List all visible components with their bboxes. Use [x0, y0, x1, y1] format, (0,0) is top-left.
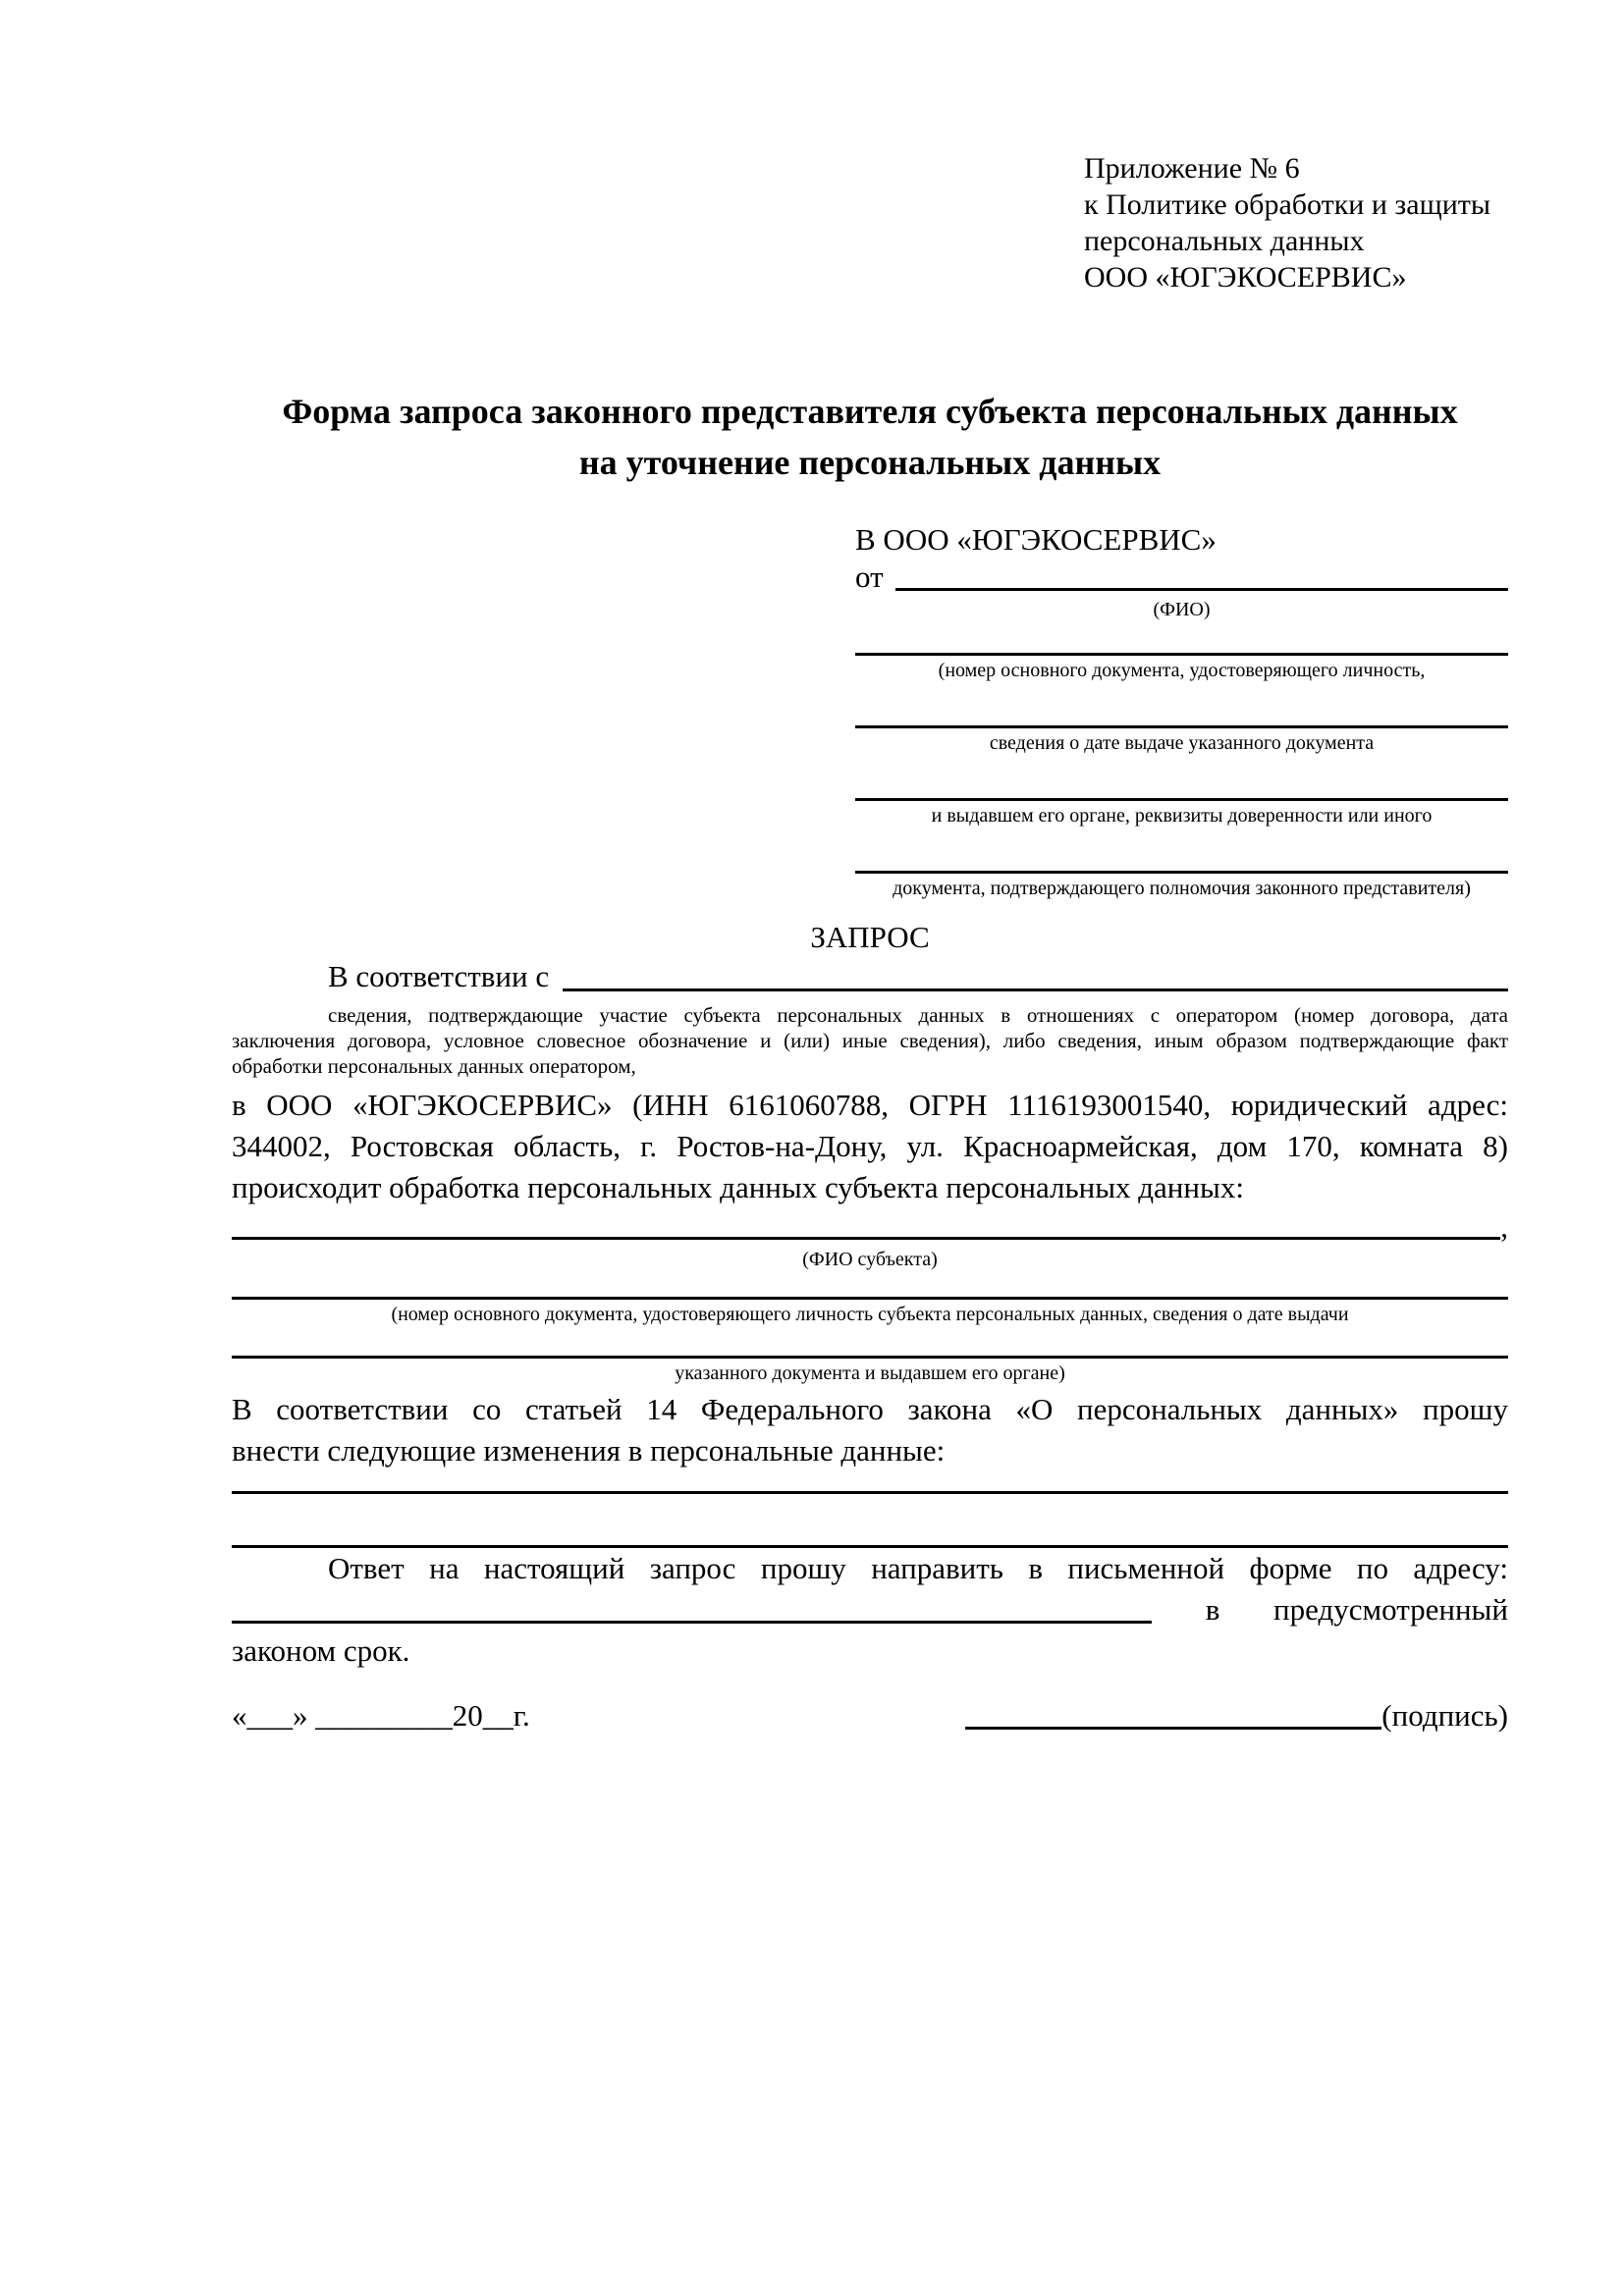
signature-caption: (подпись) [1381, 1698, 1508, 1733]
subject-doc-caption-1: (номер основного документа, удостоверяющего личность субъекта персональных данных, сведения о дате выдачи [391, 1304, 1349, 1325]
document-title [232, 386, 1508, 488]
subject-fio-row [232, 1208, 1508, 1246]
doc-issue-date-caption: сведения о дате выдаче указанного документа [989, 732, 1375, 754]
appendix-policy-line: к Политике обработки и защиты [1084, 188, 1491, 221]
basis-footnote-line-1: сведения, подтверждающие участие субъекта персональных данных в отношениях с оператором (номер договора, дата [328, 1003, 1508, 1027]
from-row [855, 559, 1508, 596]
article14-line-2: внести следующие изменения в персональные данные: [232, 1433, 946, 1468]
request-heading: ЗАПРОС [810, 920, 930, 954]
subject-doc-blank-line-1 [232, 1297, 1508, 1300]
subject-fio-caption: (ФИО субъекта) [802, 1249, 938, 1270]
doc-powers-blank-line [855, 871, 1508, 874]
title-line-1: Форма запроса законного представителя субъекта персональных данных [282, 392, 1458, 431]
signature-blank-line [965, 1727, 1381, 1730]
response-address-blank-line [232, 1621, 1152, 1624]
appendix-header [1084, 150, 1508, 295]
basis-row [232, 957, 1508, 996]
response-line-3: законом срок. [232, 1633, 410, 1668]
operator-paragraph-line-1: в ООО «ЮГЭКОСЕРВИС» (ИНН 6161060788, ОГРН 1116193001540, юридический адрес: [232, 1088, 1508, 1122]
from-label: от [855, 560, 884, 594]
doc-number-blank-line [855, 653, 1508, 656]
basis-blank-line [563, 957, 1508, 991]
response-paragraph [232, 1548, 1508, 1672]
basis-label: В соответствии с [328, 959, 550, 993]
company-name: ООО «ЮГЭКОСЕРВИС» [1084, 261, 1407, 294]
response-word-v: в [1205, 1592, 1220, 1627]
title-line-2: на уточнение персональных данных [578, 443, 1162, 482]
representative-fio-blank-line [895, 559, 1508, 591]
subject-doc-blank-line-2 [232, 1356, 1508, 1359]
subject-doc-row-2 [232, 1356, 1508, 1385]
subject-fio-blank-line [232, 1237, 1500, 1240]
doc-authority-row [855, 798, 1508, 828]
response-line-1: Ответ на настоящий запрос прошу направить в письменной форме по адресу: [328, 1551, 1508, 1585]
basis-footnote-line-3: обработки персональных данных оператором, [232, 1054, 636, 1078]
fio-caption: (ФИО) [1153, 599, 1211, 620]
doc-powers-caption: документа, подтверждающего полномочия законного представителя) [893, 878, 1471, 899]
article14-paragraph [232, 1389, 1508, 1471]
date-field: «___» _________20__г. [232, 1698, 530, 1733]
operator-paragraph [232, 1085, 1508, 1208]
date-signature-row [232, 1695, 1508, 1736]
operator-paragraph-line-3: происходит обработка персональных данных субъекта персональных данных: [232, 1170, 1244, 1204]
response-address-row [232, 1589, 1508, 1630]
article14-line-1: В соответствии со статьей 14 Федерального закона «О персональных данных» прошу [232, 1392, 1508, 1426]
changes-blank-line-1 [232, 1491, 1508, 1494]
doc-powers-row [855, 871, 1508, 900]
doc-number-caption: (номер основного документа, удостоверяющего личность, [938, 660, 1426, 681]
appendix-number: Приложение № 6 [1084, 152, 1300, 185]
signature-group [965, 1695, 1508, 1736]
basis-footnote [232, 1002, 1508, 1079]
doc-issue-date-row [855, 725, 1508, 755]
addressee-block [855, 521, 1508, 900]
doc-issue-date-blank-line [855, 725, 1508, 728]
appendix-policy-line2: персональных данных [1084, 225, 1365, 257]
basis-footnote-line-2: заключения договора, условное словесное обозначение и (или) иные сведения), либо сведения, иным образом подтверждающие факт [232, 1029, 1508, 1052]
doc-authority-caption: и выдавшем его органе, реквизиты доверенности или иного [931, 805, 1433, 827]
addressee-to: В ООО «ЮГЭКОСЕРВИС» [855, 522, 1217, 557]
doc-number-row [855, 653, 1508, 682]
doc-authority-blank-line [855, 798, 1508, 801]
subject-doc-row-1 [232, 1297, 1508, 1326]
subject-fio-comma: , [1500, 1209, 1508, 1244]
subject-doc-caption-2: указанного документа и выдавшем его органе) [675, 1362, 1065, 1384]
operator-paragraph-line-2: 344002, Ростовская область, г. Ростов-на-Дону, ул. Красноармейская, дом 170, комната 8) [232, 1129, 1508, 1163]
response-word-predusmotrenny: предусмотренный [1273, 1592, 1508, 1627]
